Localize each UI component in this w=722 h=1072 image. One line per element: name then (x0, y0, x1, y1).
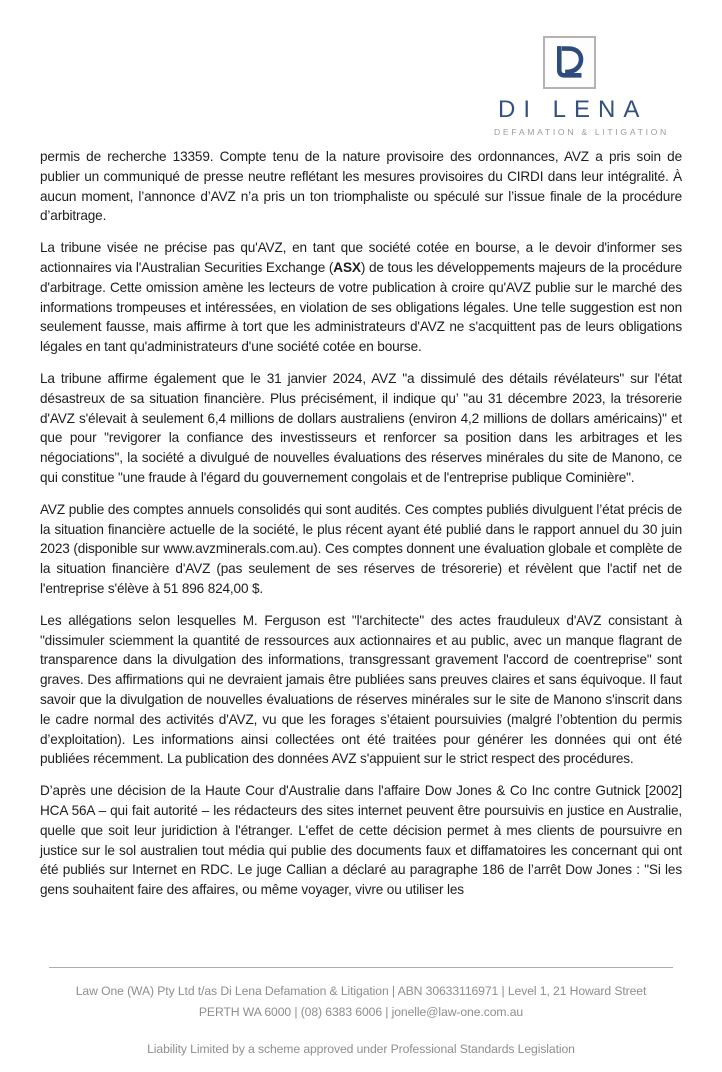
footer-contact-line-1: Law One (WA) Pty Ltd t/as Di Lena Defamation & Litigation | ABN 30633116971 | Level 1, 21 Howard Street (75, 984, 647, 998)
footer-disclaimer: Liability Limited by a scheme approved under Professional Standards Legislation (147, 1042, 575, 1056)
paragraph-text: La tribune visée ne précise pas qu'AVZ, en tant que société cotée en bourse, a le devoir d'informer ses actionnaires via l'Australian Securities Exchange ( (40, 240, 682, 275)
footer-divider (49, 967, 673, 968)
footer-contact-block (0, 981, 722, 1023)
logo-monogram-box (543, 36, 596, 89)
paragraph-text: D’après une décision de la Haute Cour d'Australie dans l'affaire Dow Jones & Co Inc contre Gutnick [2002] HCA 56A – qui fait autorité – les rédacteurs des sites internet peuvent être poursuivis en justice en Australie, quelle que soit leur juridiction à l'étranger. L'effet de cette décision permet à mes clients de poursuivre en justice sur le sol australien tout média qui publie des documents faux et diffamatoires les concernant qui ont été publiés sur Internet en RDC. Le juge Callian a déclaré au paragraphe 186 de l’arrêt Dow Jones : "Si les gens souhaitent faire des affaires, ou même voyager, vivre ou utiliser les (40, 783, 682, 898)
di-lena-logo (492, 36, 669, 137)
paragraph-text: Les allégations selon lesquelles M. Ferguson est "l'architecte" des actes frauduleux d'AVZ consistant à "dissimuler sciemment la quantité de ressources aux actionnaires et au public, avec un manque flagrant de transparence dans la divulgation des informations, transgressant gravement l'accord de coentreprise" sont graves. Des affirmations qui ne devraient jamais être publiées sans preuves claires et sans équivoque. Il faut savoir que la divulgation de nouvelles évaluations de réserves minérales sur le site de Manono s'inscrit dans le cadre normal des activités d'AVZ, vu que les forages s’étaient poursuivies (malgré l’obtention du permis d’exploitation). Les informations ainsi collectées ont été traitées pour générer les données qui ont été publiées récemment. La publication des données AVZ s'appuient sur le strict respect des procédures. (40, 612, 682, 767)
paragraph-4 (40, 500, 682, 599)
paragraph-3 (40, 369, 682, 488)
letter-body (40, 147, 682, 912)
paragraph-2 (40, 238, 682, 357)
paragraph-6 (40, 781, 682, 900)
paragraph-text: La tribune affirme également que le 31 janvier 2024, AVZ "a dissimulé des détails révélateurs" sur l'état désastreux de sa situation financière. Plus précisément, il indique qu’ "au 31 décembre 2023, la trésorerie d'AVZ s'élevait à seulement 6,4 millions de dollars australiens (environ 4,2 millions de dollars américains)" et que pour "revigorer la confiance des investisseurs et renforcer sa position dans les arbitrages et les négociations", la société a divulgué de nouvelles évaluations des réserves minérales du site de Manono, ce qui constitue "une fraude à l'égard du gouvernement congolais et de l'entreprise publique Cominière". (40, 370, 682, 485)
logo-tagline: DEFAMATION & LITIGATION (494, 127, 669, 137)
paragraph-5 (40, 611, 682, 769)
paragraph-text: permis de recherche 13359. Compte tenu de la nature provisoire des ordonnances, AVZ a pris soin de publier un communiqué de presse neutre reflétant les mesures provisoires du CIRDI dans leur intégralité. À aucun moment, l’annonce d’AVZ n’a pris un ton triomphaliste ou spéculé sur l’issue finale de la procédure d’arbitrage. (40, 149, 682, 224)
footer-contact-line-2: PERTH WA 6000 | (08) 6383 6006 | jonelle@law-one.com.au (198, 1005, 524, 1019)
logo-wordmark: DI LENA (498, 96, 648, 123)
paragraph-text: AVZ publie des comptes annuels consolidés qui sont audités. Ces comptes publiés divulguent l’état précis de la situation financière actuelle de la société, le plus récent ayant été publié dans le rapport annuel du 30 juin 2023 (disponible sur www.avzminerals.com.au). Ces comptes donnent une évaluation globale et complète de la situation financière d'AVZ (pas seulement de ses réserves de trésorerie) et révèlent que l'actif net de l'entreprise s'élève à 51 896 824,00 $. (40, 501, 682, 596)
paragraph-text: ) de tous les développements majeurs de la procédure d'arbitrage. Cette omission amène les lecteurs de votre publication à croire qu'AVZ publie sur le marché des informations trompeuses et intéressées, en violation de ses obligations légales. Une telle suggestion est non seulement fausse, mais affirme à tort que les administrateurs d'AVZ ne s'acquittent pas de leurs obligations légales en tant qu'administrateurs d'une société cotée en bourse. (40, 259, 682, 355)
paragraph-1 (40, 147, 682, 226)
ld-monogram-icon (551, 44, 588, 81)
asx-bold-text: ASX (333, 259, 361, 275)
